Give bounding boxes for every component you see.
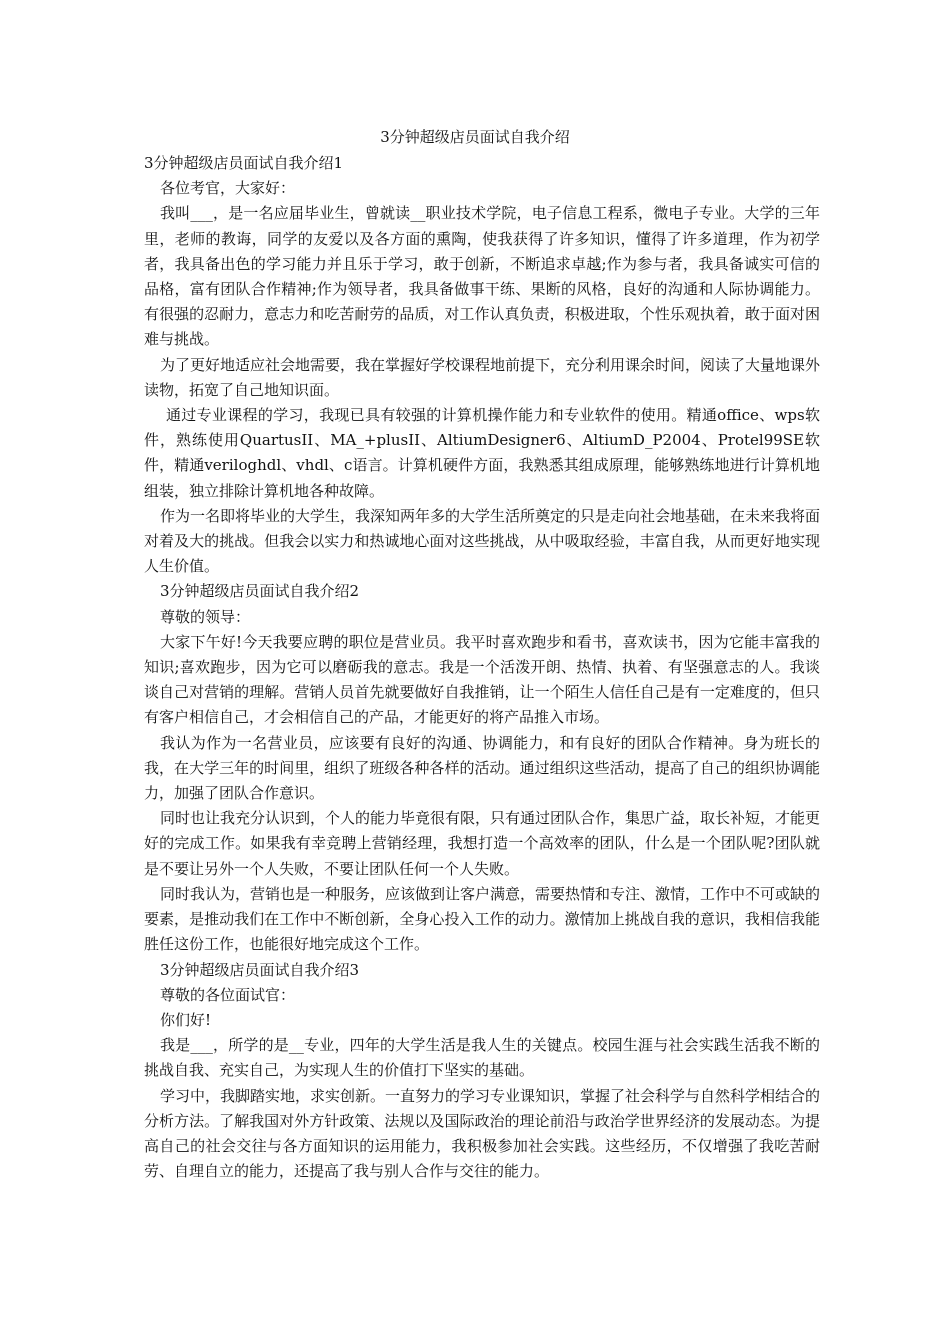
section-2-paragraph-1: 大家下午好!今天我要应聘的职位是营业员。我平时喜欢跑步和看书，喜欢读书，因为它能丰富我的知识;喜欢跑步，因为它可以磨砺我的意志。我是一个活泼开朗、热情、执着、有坚强意志的人。我谈谈自己对营销的理解。营销人员首先就要做好自我推销，让一个陌生人信任自己是有一定难度的，但只有客户相信自己，才会相信自己的产品，才能更好的将产品推入市场。 [144,632,820,727]
section-2-paragraph-2: 我认为作为一名营业员，应该要有良好的沟通、协调能力，和有良好的团队合作精神。身为班长的我，在大学三年的时间里，组织了班级各种各样的活动。通过组织这些活动，提高了自己的组织协调能力，加强了团队合作意识。 [144,733,820,803]
section-1-paragraph-3: 通过专业课程的学习，我现已具有较强的计算机操作能力和专业软件的使用。精通office、wps软件，熟练使用QuartusII、MA_+plusII、AltiumDesigner6、AltiumD_P2004、Protel99SE软件，精通veriloghdl、vhdl、c语言。计算机硬件方面，我熟悉其组成原理，能够熟练地进行计算机地组装，独立排除计算机地各种故障。 [144,406,820,500]
document-title: 3分钟超级店员面试自我介绍 [380,128,570,146]
section-3-greeting-2: 你们好! [160,1010,212,1029]
section-1-greeting: 各位考官，大家好： [160,179,296,198]
section-3-paragraph-2: 学习中，我脚踏实地，求实创新。一直努力的学习专业课知识，掌握了社会科学与自然科学相结合的分析方法。了解我国对外方针政策、法规以及国际政治的理论前沿与政治学世界经济的发展动态。为提高自己的社会交往与各方面知识的运用能力，我积极参加社会实践。这些经历，不仅增强了我吃苦耐劳、自理自立的能力，还提高了我与别人合作与交往的能力。 [144,1086,821,1181]
document-body [144,151,820,1184]
section-1-paragraph-1: 我叫___，是一名应届毕业生，曾就读__职业技术学院，电子信息工程系，微电子专业。大学的三年里，老师的教诲，同学的友爱以及各方面的熏陶，使我获得了许多知识，懂得了许多道理，作为初学者，我具备出色的学习能力并且乐于学习，敢于创新，不断追求卓越;作为参与者，我具备诚实可信的品格，富有团队合作精神;作为领导者，我具备做事干练、果断的风格，良好的沟通和人际协调能力。有很强的忍耐力，意志力和吃苦耐劳的品质，对工作认真负责，积极进取，个性乐观执着，敢于面对困难与挑战。 [144,204,820,349]
section-heading-1: 3分钟超级店员面试自我介绍1 [144,154,344,172]
section-1-paragraph-2: 为了更好地适应社会地需要，我在掌握好学校课程地前提下，充分利用课余时间，阅读了大量地课外读物，拓宽了自己地知识面。 [144,355,821,399]
section-heading-2: 3分钟超级店员面试自我介绍2 [160,582,360,601]
section-2-paragraph-4: 同时我认为，营销也是一种服务，应该做到让客户满意，需要热情和专注、激情，工作中不可或缺的要素，是推动我们在工作中不断创新，全身心投入工作的动力。激情加上挑战自我的意识，我相信我能胜任这份工作，也能很好地完成这个工作。 [144,884,821,954]
section-heading-3: 3分钟超级店员面试自我介绍3 [160,960,360,979]
section-3-paragraph-1: 我是___，所学的是__专业，四年的大学生活是我人生的关键点。校园生涯与社会实践生活我不断的挑战自我、充实自己，为实现人生的价值打下坚实的基础。 [144,1036,820,1080]
section-3-greeting: 尊敬的各位面试官： [160,985,296,1004]
section-1-paragraph-4: 作为一名即将毕业的大学生，我深知两年多的大学生活所奠定的只是走向社会地基础，在未来我将面对着及大的挑战。但我会以实力和热诚地心面对这些挑战，从中吸取经验，丰富自我，从而更好地实现人生价值。 [144,506,821,576]
section-2-greeting: 尊敬的领导： [160,607,251,626]
section-2-paragraph-3: 同时也让我充分认识到，个人的能力毕竟很有限，只有通过团队合作，集思广益，取长补短，才能更好的完成工作。如果我有幸竞聘上营销经理，我想打造一个高效率的团队，什么是一个团队呢?团队就是不要让另外一个人失败，不要让团队任何一个人失败。 [144,809,821,878]
